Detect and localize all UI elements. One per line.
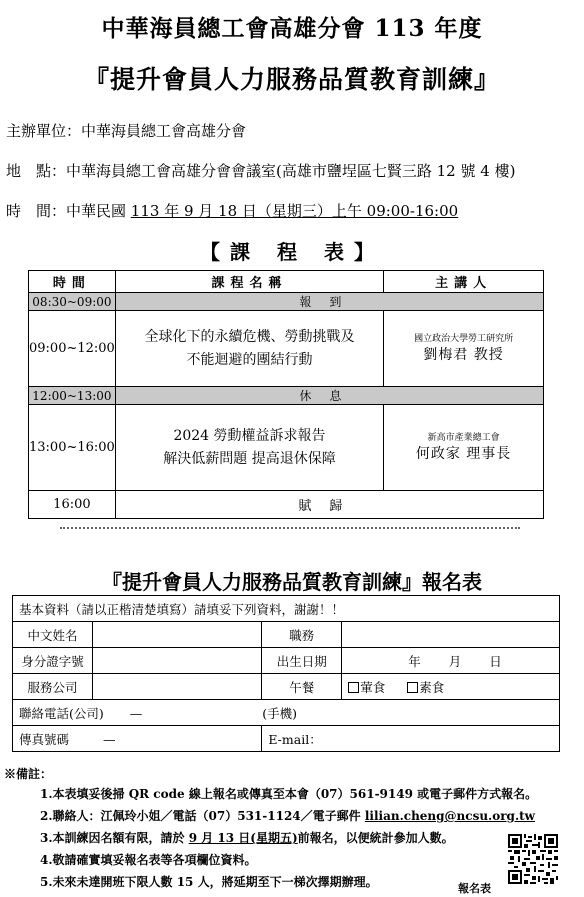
qr-code-icon[interactable] xyxy=(508,834,558,884)
form-title: 『提升會員人力服務品質教育訓練』報名表 xyxy=(102,570,482,594)
time-line xyxy=(6,200,458,221)
note-2-text: 2.聯絡人：江佩玲小姐／電話（07）531-1124／電子郵件 xyxy=(40,809,365,823)
notes-title: ※備註： xyxy=(4,767,53,781)
birth-label: 出生日期 xyxy=(262,648,342,674)
name-label: 中文姓名 xyxy=(13,622,93,648)
table-row xyxy=(29,311,544,387)
fax-label: 傳真號碼 xyxy=(19,731,70,747)
organizer-value: 中華海員總工會高雄分會 xyxy=(81,122,247,140)
row-time: 08:30~09:00 xyxy=(29,293,116,311)
table-row xyxy=(29,293,544,311)
note-5: 5.未來未達開班下限人數 15 人，將延期至下一梯次擇期辦理。 xyxy=(40,875,378,889)
location-line xyxy=(6,160,515,181)
row-speaker xyxy=(384,405,544,491)
time-label: 時 間： xyxy=(6,202,67,220)
schedule-heading: 【課 程 表】 xyxy=(200,240,384,264)
position-label: 職務 xyxy=(262,622,342,648)
meat-option-label: 葷食 xyxy=(360,679,386,695)
organizer-line xyxy=(6,120,246,141)
topic-line: 解決低薪問題 提高退休保障 xyxy=(163,450,336,467)
organizer-label: 主辦單位： xyxy=(6,122,82,140)
note-3 xyxy=(40,829,454,846)
birth-month-unit: 月 xyxy=(448,653,462,669)
email-label: E-mail： xyxy=(268,731,322,747)
row-event: 休息 xyxy=(115,387,543,405)
veg-option-label: 素食 xyxy=(419,679,445,695)
fax-dash: — xyxy=(103,731,116,747)
mobile-label: (手機) xyxy=(262,705,298,721)
location-value: 中華海員總工會高雄分會會議室(高雄市鹽埕區七賢三路 12 號 4 樓) xyxy=(66,162,516,180)
meat-checkbox[interactable] xyxy=(348,682,359,693)
deadline-date: 9 月 13 日(星期五) xyxy=(188,831,298,845)
topic-line: 2024 勞動權益訴求報告 xyxy=(173,427,326,444)
birth-year-unit: 年 xyxy=(408,653,421,669)
row-event: 報到 xyxy=(115,293,543,311)
col-header-topic: 課程名稱 xyxy=(115,271,383,293)
company-label: 服務公司 xyxy=(13,674,93,700)
registration-form xyxy=(12,595,560,752)
col-header-time: 時間 xyxy=(29,271,116,293)
birth-date-field[interactable] xyxy=(342,648,560,674)
row-time: 12:00~13:00 xyxy=(29,387,116,405)
id-label: 身分證字號 xyxy=(13,648,93,674)
form-intro: 基本資料（請以正楷清楚填寫）請填妥下列資料，謝謝！！ xyxy=(13,596,560,622)
contact-email-link[interactable]: lilian.cheng@ncsu.org.tw xyxy=(364,809,535,823)
table-row xyxy=(29,405,544,491)
location-label: 地 點： xyxy=(6,162,67,180)
row-topic xyxy=(115,311,383,387)
birth-day-unit: 日 xyxy=(489,653,502,669)
phone-dash: — xyxy=(129,705,143,721)
topic-line: 全球化下的永續危機、勞動挑戰及 xyxy=(144,328,355,345)
course-title: 『提升會員人力服務品質教育訓練』 xyxy=(83,65,500,94)
time-value: 113 年 9 月 18 日（星期三）上午 09:00-16:00 xyxy=(130,202,459,220)
fax-field[interactable] xyxy=(13,726,262,752)
row-time: 13:00~16:00 xyxy=(29,405,116,491)
speaker-name: 劉梅君 教授 xyxy=(423,346,504,363)
time-prefix: 中華民國 xyxy=(66,202,131,220)
row-event: 賦歸 xyxy=(115,491,543,519)
email-field[interactable] xyxy=(262,726,560,752)
row-topic xyxy=(115,405,383,491)
note-3-text: 3.本訓練因名額有限，請於 xyxy=(40,831,189,845)
page-title: 中華海員總工會高雄分會 113 年度 xyxy=(101,15,483,42)
row-time: 09:00~12:00 xyxy=(29,311,116,387)
note-1: 1.本表填妥後掃 QR code 線上報名或傳真至本會（07）561-9149 或電子郵件方式報名。 xyxy=(40,787,538,801)
phone-field[interactable] xyxy=(13,700,560,726)
row-speaker xyxy=(384,311,544,387)
schedule-table xyxy=(28,270,544,519)
qr-code-label: 報名表 xyxy=(458,882,491,895)
speaker-org: 新高市產業總工會 xyxy=(427,432,500,443)
table-row xyxy=(29,491,544,519)
lunch-options xyxy=(342,674,560,700)
note-3-text-end: 前報名，以便統計參加人數。 xyxy=(297,831,454,845)
id-field[interactable] xyxy=(92,648,261,674)
row-time: 16:00 xyxy=(29,491,116,519)
speaker-name: 何政家 理事長 xyxy=(415,445,512,462)
note-4: 4.敬請確實填妥報名表等各項欄位資料。 xyxy=(40,853,257,867)
schedule-header-row xyxy=(29,271,544,293)
phone-company-label: 聯絡電話(公司) xyxy=(19,705,104,721)
speaker-org: 國立政治大學勞工研究所 xyxy=(414,333,514,344)
table-row xyxy=(29,387,544,405)
col-header-speaker: 主講人 xyxy=(384,271,544,293)
topic-line: 不能迴避的團結行動 xyxy=(186,351,313,368)
veg-checkbox[interactable] xyxy=(407,682,418,693)
cut-line-divider xyxy=(60,527,520,529)
lunch-label: 午餐 xyxy=(262,674,342,700)
note-2 xyxy=(40,807,535,824)
name-field[interactable] xyxy=(92,622,261,648)
company-field[interactable] xyxy=(92,674,261,700)
position-field[interactable] xyxy=(342,622,560,648)
